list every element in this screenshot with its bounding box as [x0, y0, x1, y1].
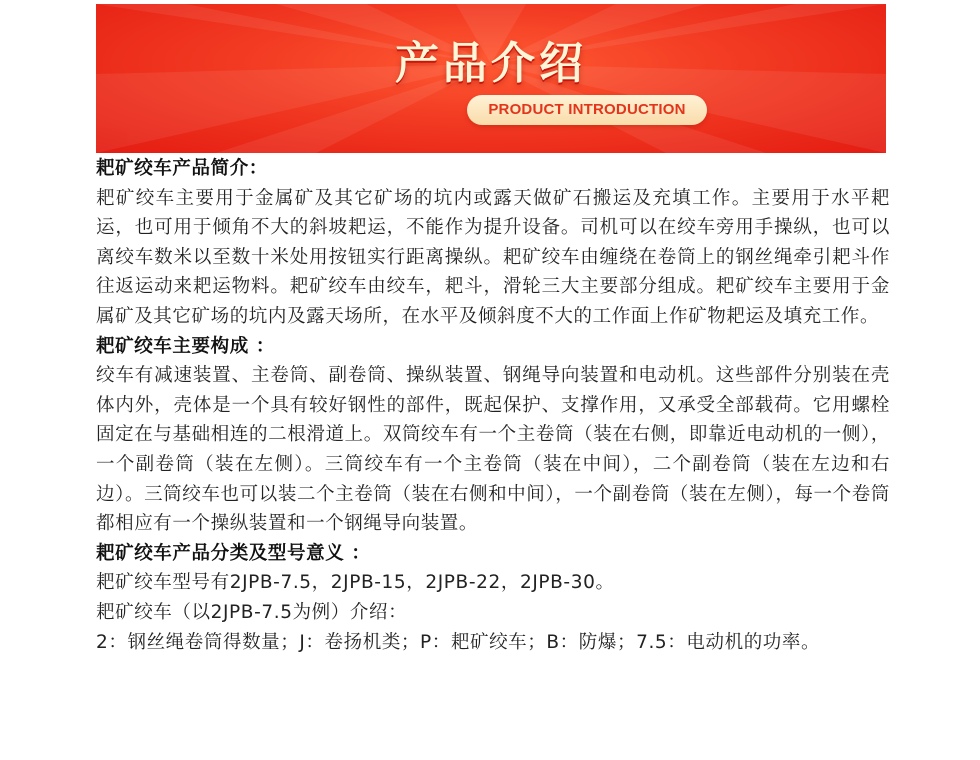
banner-title: 产品介绍: [395, 38, 587, 89]
model-list-line: 耙矿绞车型号有2JPB-7.5，2JPB-15，2JPB-22，2JPB-30。: [96, 572, 615, 594]
article-content: [96, 154, 890, 657]
model-meaning-line: 2：钢丝绳卷筒得数量；J：卷扬机类；P：耙矿绞车；B：防爆；7.5：电动机的功率。: [96, 631, 821, 653]
section-body-intro: 耙矿绞车主要用于金属矿及其它矿场的坑内或露天做矿石搬运及充填工作。主要用于水平耙运，也可用于倾角不大的斜坡耙运，不能作为提升设备。司机可以在绞车旁用手操纵，也可以离绞车数米以至数十米处用按钮实行距离操纵。耙矿绞车由缠绕在卷筒上的钢丝绳牵引耙斗作往返运动来耙运物料。耙矿绞车由绞车，耙斗，滑轮三大主要部分组成。耙矿绞车主要用于金属矿及其它矿场的坑内及露天场所，在水平及倾斜度不大的工作面上作矿物耙运及填充工作。: [96, 187, 890, 327]
section-body-structure: 绞车有减速装置、主卷筒、副卷筒、操纵装置、钢绳导向装置和电动机。这些部件分别装在壳体内外，壳体是一个具有较好钢性的部件，既起保护、支撑作用，又承受全部载荷。它用螺栓固定在与基础相连的二根滑道上。双筒绞车有一个主卷筒（装在右侧，即靠近电动机的一侧），一个副卷筒（装在左侧）。三筒绞车有一个主卷筒（装在中间），二个副卷筒（装在左边和右边）。三筒绞车也可以装二个主卷筒（装在右侧和中间），一个副卷筒（装在左侧），每一个卷筒都相应有一个操纵装置和一个钢绳导向装置。: [96, 365, 890, 535]
section-heading-structure: 耙矿绞车主要构成 ：: [96, 335, 275, 357]
section-heading-intro: 耙矿绞车产品简介：: [96, 158, 268, 179]
banner-subtitle-pill: PRODUCT INTRODUCTION: [467, 95, 707, 125]
section-heading-models: 耙矿绞车产品分类及型号意义 ：: [96, 542, 371, 564]
product-intro-banner: [96, 4, 886, 153]
model-example-line: 耙矿绞车（以2JPB-7.5为例）介绍：: [96, 601, 408, 623]
